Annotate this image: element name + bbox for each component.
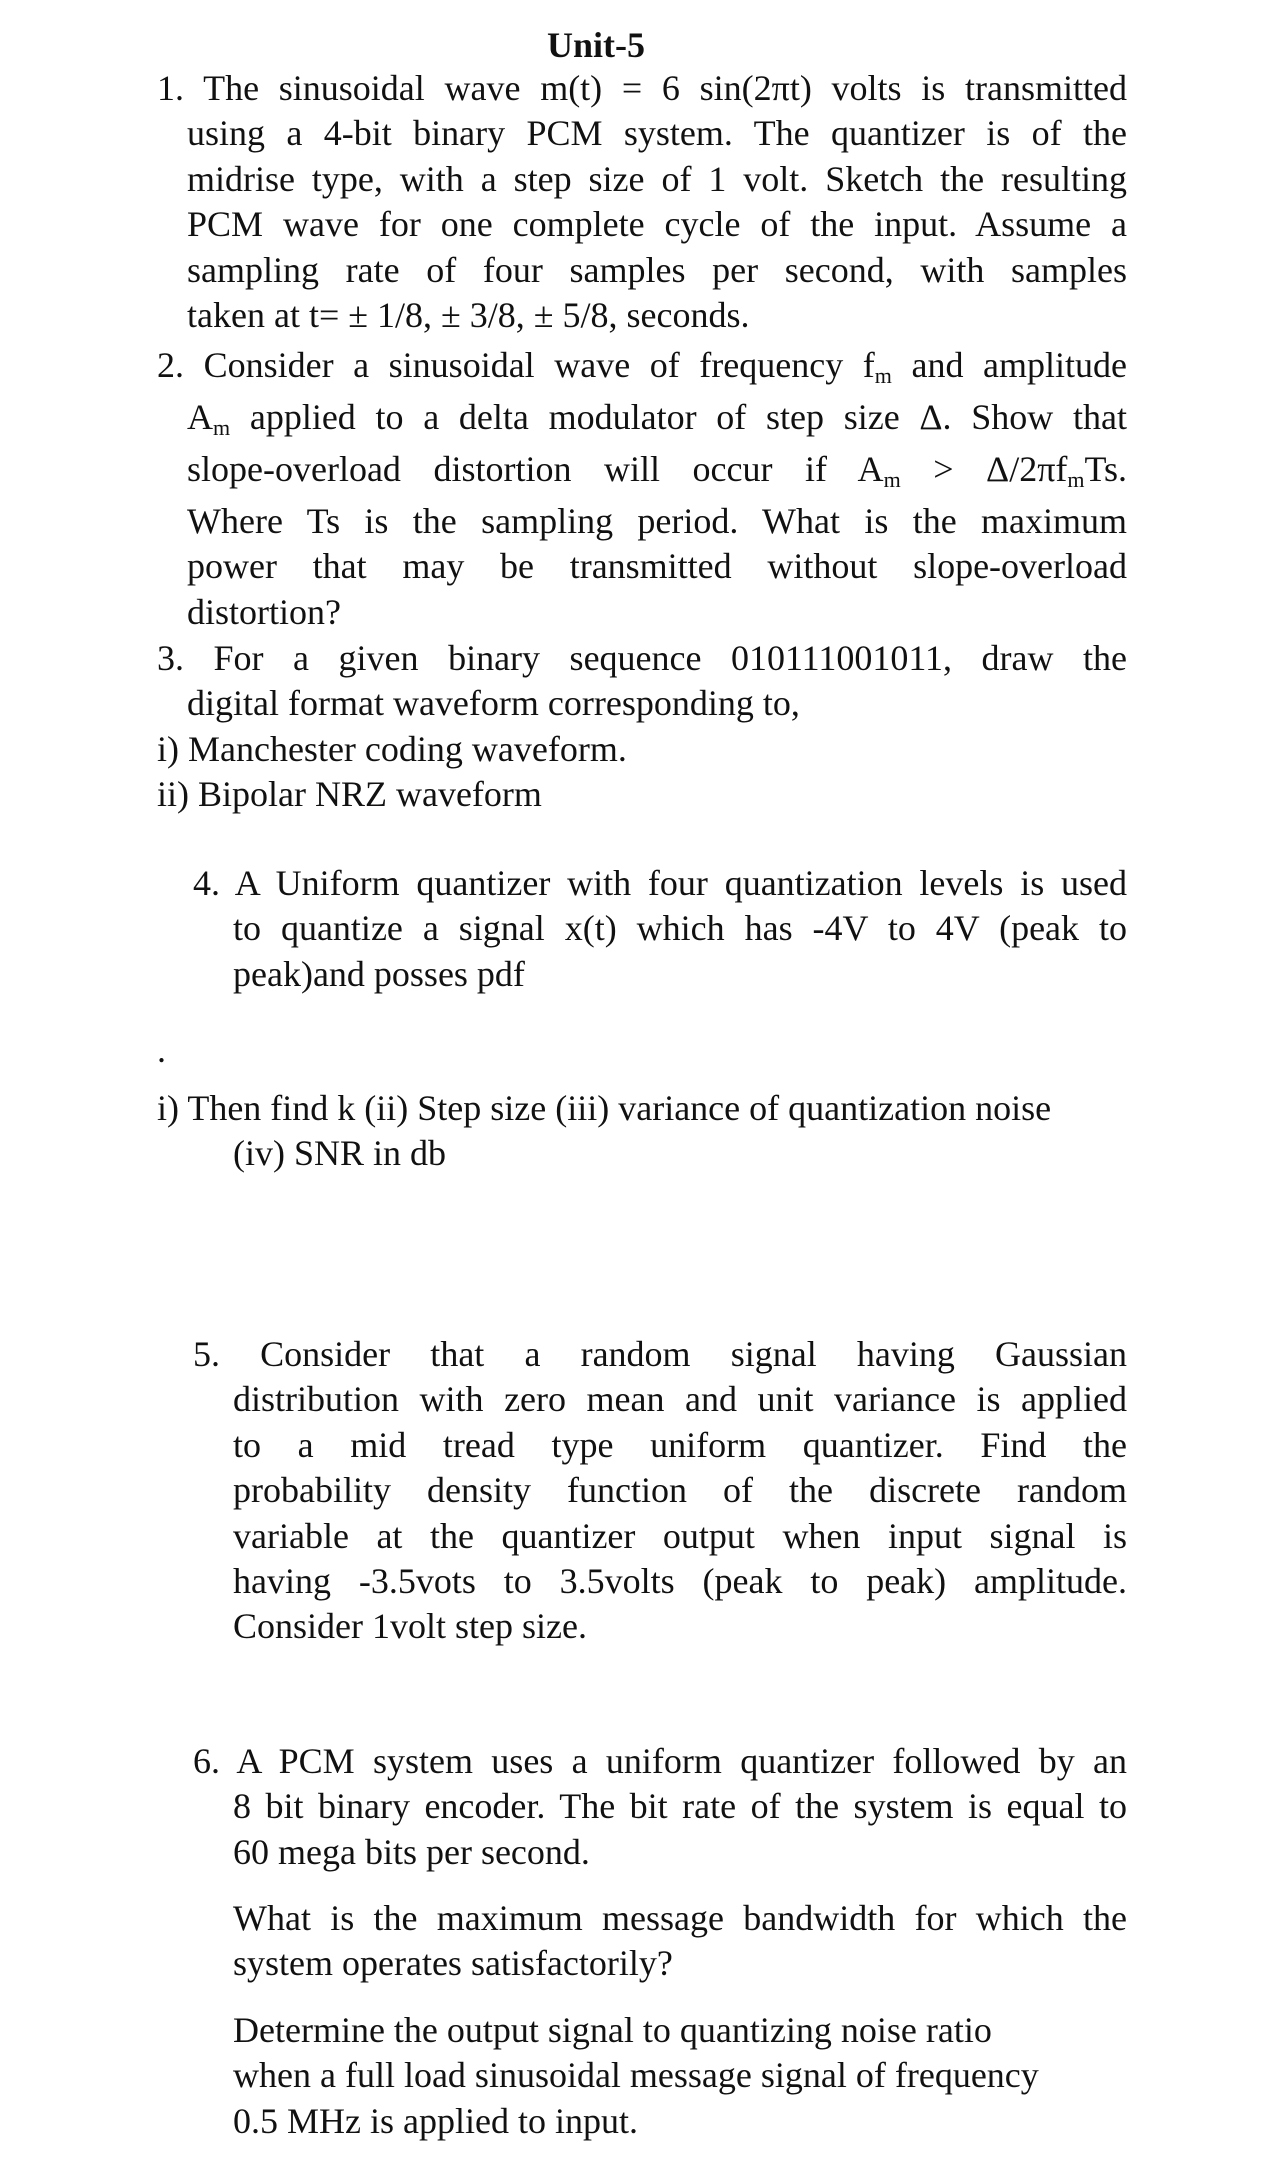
q6-p2-line-1: What is the maximum message bandwidth for which the bbox=[233, 1898, 1127, 1938]
q3-line-2: digital format waveform corresponding to, bbox=[187, 683, 800, 724]
q6-line-1: 6. A PCM system uses a uniform quantizer followed by an bbox=[193, 1741, 1127, 1781]
question-1 bbox=[157, 66, 1127, 338]
question-2 bbox=[157, 339, 1127, 495]
q1-line-4: PCM wave for one complete cycle of the input. Assume a bbox=[187, 204, 1127, 245]
q1-line-6: taken at t= ± 1/8, ± 3/8, ± 5/8, seconds. bbox=[187, 295, 750, 336]
q3-part-i: i) Manchester coding waveform. bbox=[157, 728, 627, 769]
q1-line-1: 1. The sinusoidal wave m(t) = 6 sin(2πt) volts is transmitted bbox=[157, 68, 1127, 108]
q1-line-2: using a 4-bit binary PCM system. The quantizer is of the bbox=[187, 113, 1127, 154]
question-6-para-2 bbox=[233, 1896, 1127, 1987]
q2-line-4: Where Ts is the sampling period. What is the maximum bbox=[187, 501, 1127, 541]
question-5 bbox=[193, 1332, 1127, 1650]
q6-line-2: 8 bit binary encoder. The bit rate of the system is equal to bbox=[233, 1786, 1127, 1827]
q4-line-1: 4. A Uniform quantizer with four quantization levels is used bbox=[193, 863, 1127, 903]
q2-line-1: 2. Consider a sinusoidal wave of frequency $f_m$ and amplitude bbox=[157, 345, 1127, 388]
q5-line-1: 5. Consider that a random signal having Gaussian bbox=[193, 1334, 1127, 1374]
question-3 bbox=[157, 636, 1127, 818]
q1-line-5: sampling rate of four samples per second, with samples bbox=[187, 249, 1127, 290]
stray-dot: . bbox=[157, 1030, 166, 1070]
question-2-cont bbox=[187, 499, 1127, 635]
question-4 bbox=[193, 861, 1127, 997]
q6-line-3: 60 mega bits per second. bbox=[233, 1831, 590, 1872]
q6-p2-line-2: system operates satisfactorily? bbox=[233, 1943, 673, 1984]
page-title: Unit-5 bbox=[547, 25, 645, 65]
q5-line-7: Consider 1volt step size. bbox=[233, 1606, 587, 1647]
q6-p3-line-1: Determine the output signal to quantizing noise ratio bbox=[233, 2010, 992, 2050]
q2-line-3: slope-overload distortion will occur if $A_m > \Delta/2\pi f_mTs$. bbox=[187, 449, 1127, 492]
q3-line-1: 3. For a given binary sequence 010111001011, draw the bbox=[157, 638, 1127, 678]
question-6 bbox=[193, 1739, 1127, 1875]
q4-line-2: to quantize a signal x(t) which has -4V to 4V (peak to bbox=[233, 908, 1127, 949]
q5-line-6: having -3.5vots to 3.5volts (peak to peak) amplitude. bbox=[233, 1561, 1127, 1602]
q4-line-3: peak)and posses pdf bbox=[233, 953, 525, 994]
q6-p3-line-3: 0.5 MHz is applied to input. bbox=[233, 2100, 638, 2141]
q1-line-3: midrise type, with a step size of 1 volt. Sketch the resulting bbox=[187, 158, 1127, 199]
q3-part-ii: ii) Bipolar NRZ waveform bbox=[157, 774, 542, 815]
q5-line-4: probability density function of the discrete random bbox=[233, 1470, 1127, 1511]
q4-parts-line-1: i) Then find k (ii) Step size (iii) variance of quantization noise bbox=[157, 1088, 1052, 1128]
question-6-para-3 bbox=[233, 2008, 1127, 2144]
q5-line-2: distribution with zero mean and unit variance is applied bbox=[233, 1379, 1127, 1420]
q4-parts-line-2: (iv) SNR in db bbox=[233, 1133, 447, 1174]
q2-line-6: distortion? bbox=[187, 591, 341, 632]
q5-line-5: variable at the quantizer output when input signal is bbox=[233, 1515, 1127, 1556]
q6-p3-line-2: when a full load sinusoidal message signal of frequency bbox=[233, 2055, 1039, 2096]
question-4-parts bbox=[157, 1086, 1127, 1177]
q2-line-2: $A_m$ applied to a delta modulator of step size Δ. Show that bbox=[187, 397, 1127, 440]
q2-line-5: power that may be transmitted without slope-overload bbox=[187, 546, 1127, 587]
q5-line-3: to a mid tread type uniform quantizer. Find the bbox=[233, 1424, 1127, 1465]
